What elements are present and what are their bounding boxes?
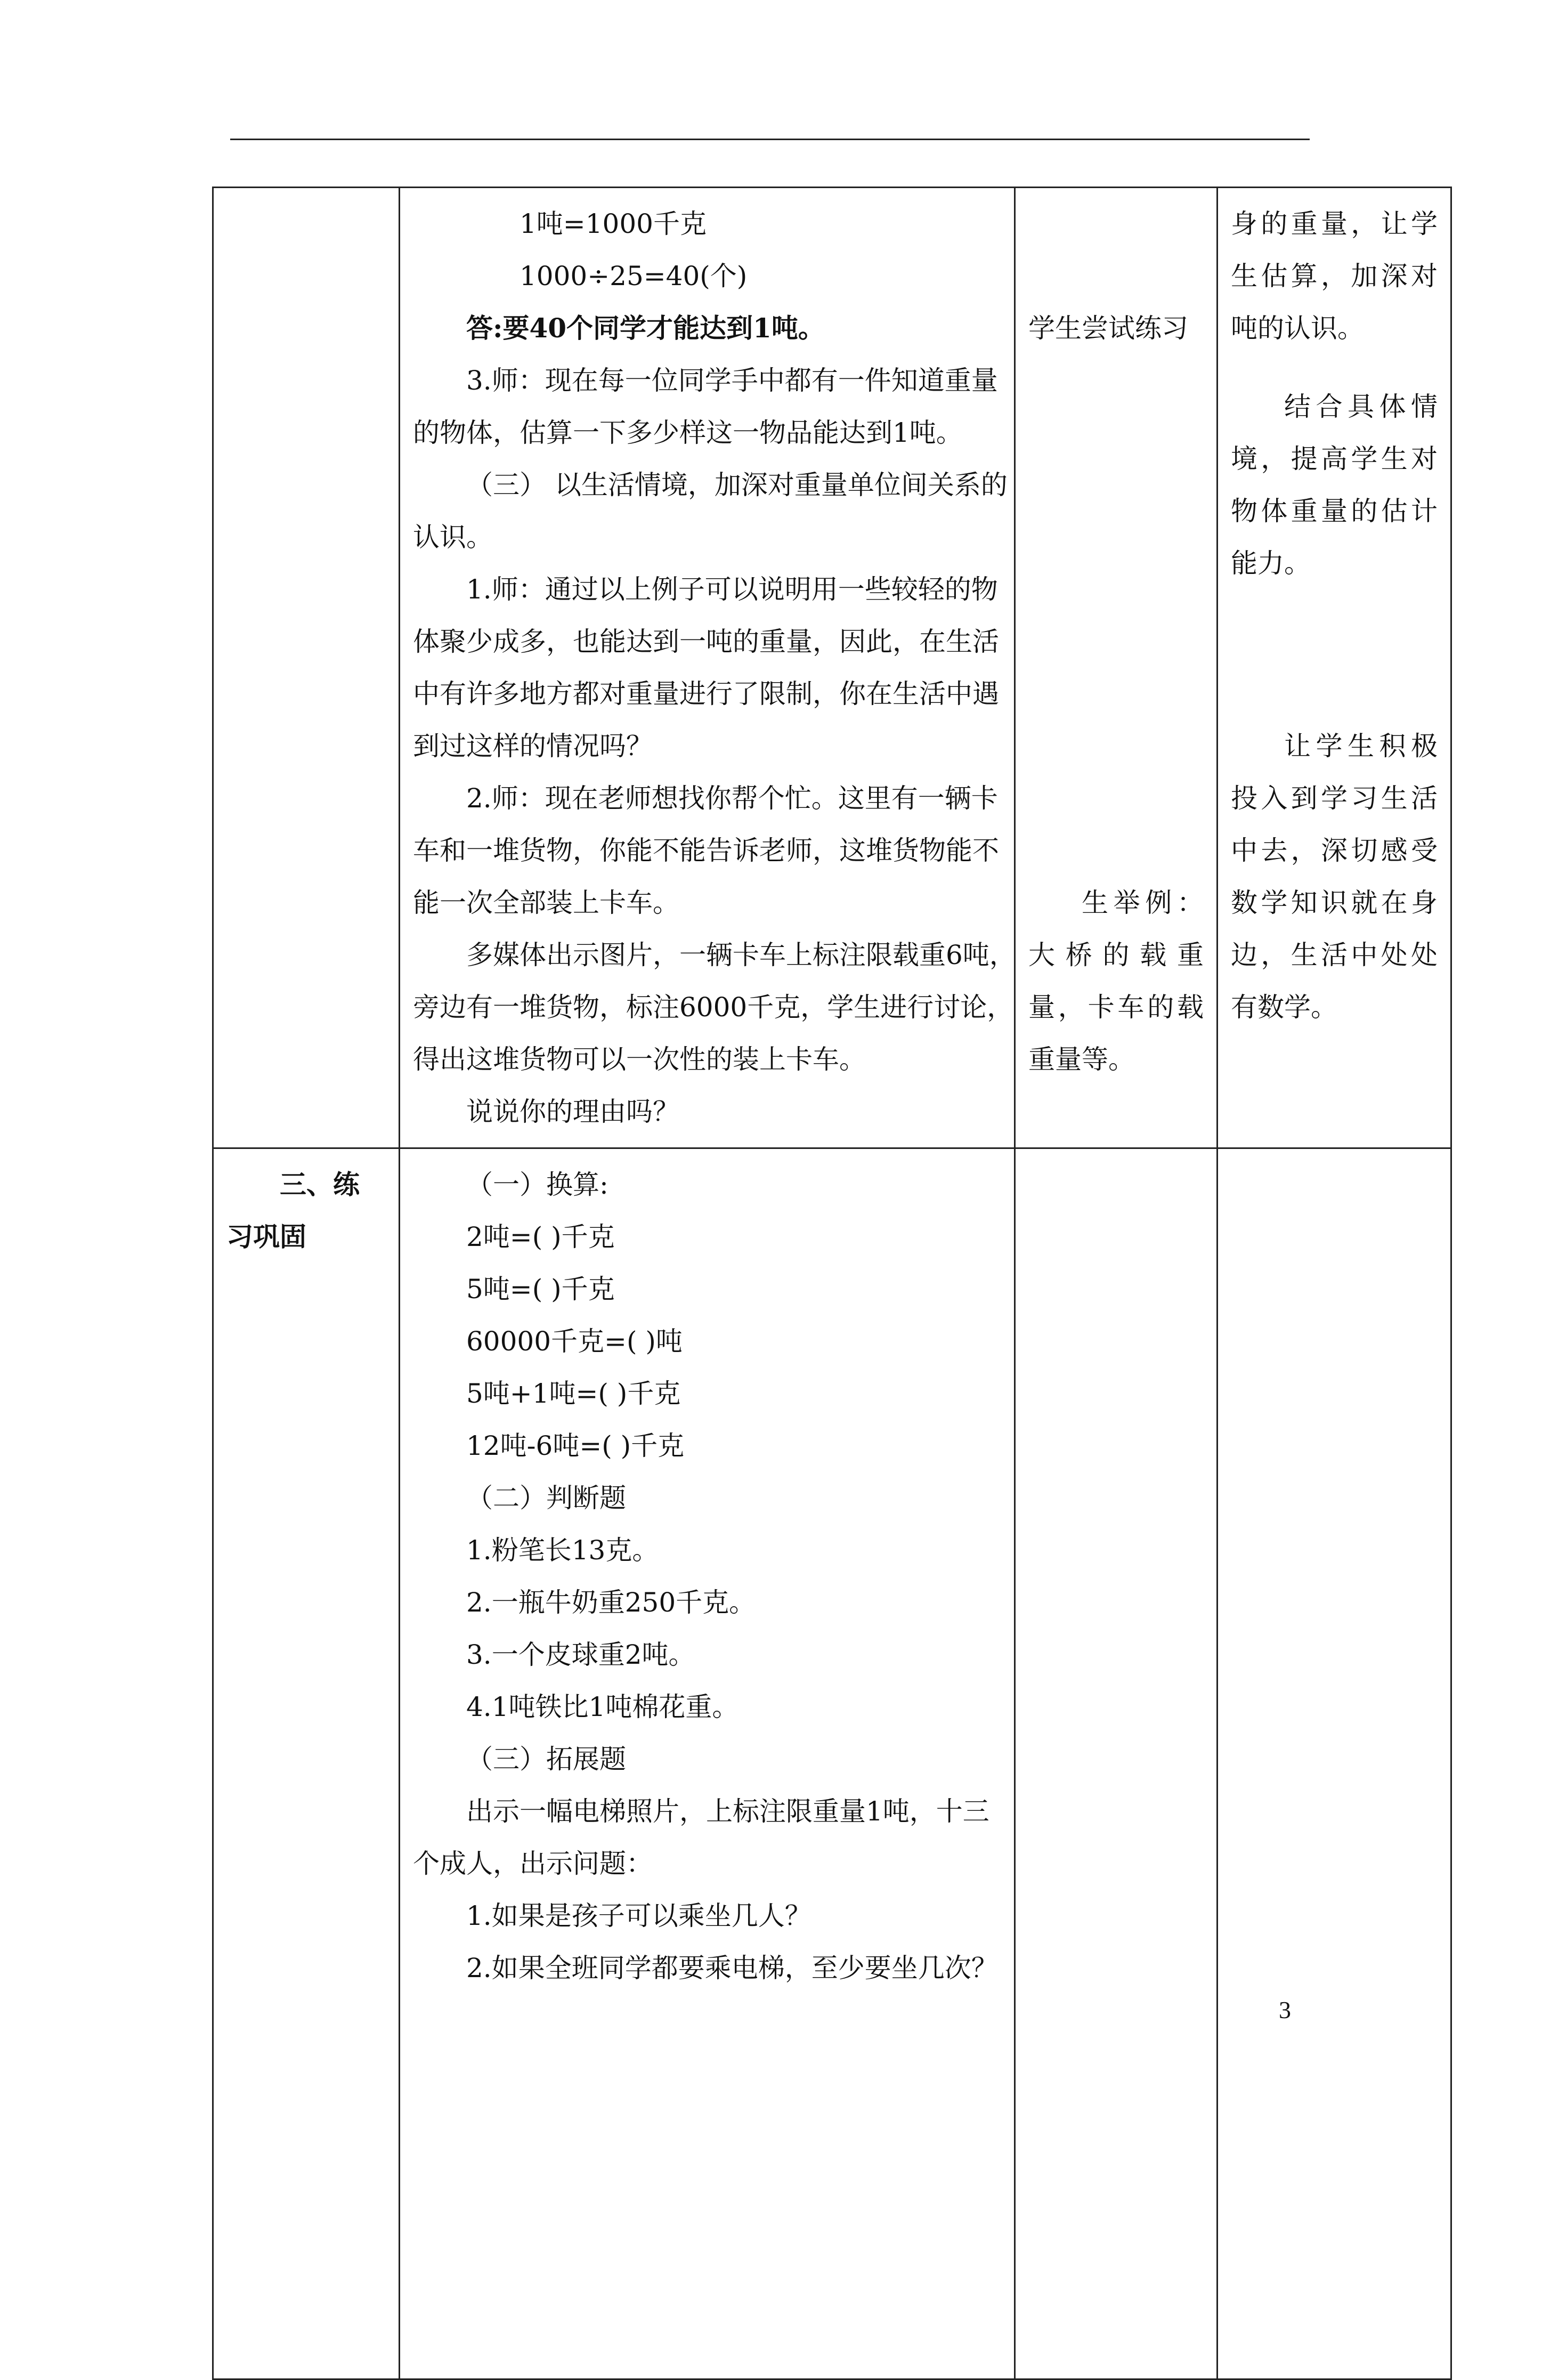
text-line: 2.师：现在老师想找你帮个忙。这里有一辆卡 xyxy=(466,783,998,814)
text-line: 车和一堆货物，你能不能告诉老师，这堆货物能不 xyxy=(413,835,999,866)
text-line: 个成人，出示问题： xyxy=(413,1848,653,1879)
text-line: 1吨=1000千克 xyxy=(520,208,707,239)
text-line: 12吨-6吨=( )千克 xyxy=(466,1430,685,1461)
text-line: 认识。 xyxy=(413,522,493,553)
text-line: 多媒体出示图片，一辆卡车上标注限载重6吨， xyxy=(466,940,1016,970)
main-content-lines xyxy=(413,198,1016,1138)
page-number: 3 xyxy=(1279,1996,1291,2023)
text-line: 出示一幅电梯照片，上标注限重量1吨，十三 xyxy=(466,1796,989,1827)
text-line: （一）换算: xyxy=(466,1169,608,1200)
student-activity-cell xyxy=(1015,1148,1218,2379)
stage-cell xyxy=(213,188,400,1148)
text-line: 1.师：通过以上例子可以说明用一些较轻的物 xyxy=(466,574,998,605)
text-line: 1.粉笔长13克。 xyxy=(466,1535,659,1566)
design-intent-cell xyxy=(1218,1148,1451,2379)
table-row xyxy=(213,1148,1451,2379)
stage-label: 三、练习巩固 xyxy=(226,1169,360,1252)
text-line: 能一次全部装上卡车。 xyxy=(413,887,679,918)
text-line: 体聚少成多，也能达到一吨的重量，因此，在生活 xyxy=(413,626,999,657)
main-content-lines xyxy=(413,1159,1001,1994)
design-intent-text: 结合具体情境，提高学生对物体重量的估计能力。 xyxy=(1231,391,1438,579)
student-activity-cell xyxy=(1015,188,1218,1148)
header-rule xyxy=(230,139,1310,140)
text-line: 中有许多地方都对重量进行了限制，你在生活中遇 xyxy=(413,678,999,709)
design-intent-text: 身的重量，让学生估算，加深对吨的认识。 xyxy=(1231,208,1438,344)
text-line: 5吨+1吨=( )千克 xyxy=(466,1378,681,1409)
text-line: （三） 以生活情境，加深对重量单位间关系的 xyxy=(466,469,1008,500)
design-intent-text: 让学生积极投入到学习生活中去，深切感受数学知识就在身边，生活中处处有数学。 xyxy=(1231,731,1438,1023)
text-line: 5吨=( )千克 xyxy=(466,1274,615,1305)
table-row xyxy=(213,188,1451,1148)
text-line: （三）拓展题 xyxy=(466,1744,626,1775)
text-line: 2.一瓶牛奶重250千克。 xyxy=(466,1587,756,1618)
text-line: 到过这样的情况吗？ xyxy=(413,731,653,762)
text-line: 1000÷25=40(个) xyxy=(520,261,748,292)
main-content-cell xyxy=(400,1148,1015,2379)
text-line: 2.如果全班同学都要乘电梯，至少要坐几次？ xyxy=(466,1953,998,1984)
design-intent-cell xyxy=(1218,188,1451,1148)
text-line: 答:要40个同学才能达到1吨。 xyxy=(466,312,825,344)
student-activity-text: 学生尝试练习 xyxy=(1028,313,1188,344)
lesson-plan-table xyxy=(212,187,1452,2380)
text-line: 3.师：现在每一位同学手中都有一件知道重量 xyxy=(466,365,998,396)
text-line: 得出这堆货物可以一次性的装上卡车。 xyxy=(413,1044,866,1075)
text-line: 的物体，估算一下多少样这一物品能达到1吨。 xyxy=(413,417,963,448)
text-line: 2吨=( )千克 xyxy=(466,1221,615,1252)
text-line: 说说你的理由吗？ xyxy=(466,1096,679,1127)
text-line: 1.如果是孩子可以乘坐几人？ xyxy=(466,1900,811,1931)
stage-cell xyxy=(213,1148,400,2379)
main-content-cell xyxy=(400,188,1015,1148)
student-activity-text: 生举例：大桥的载重量，卡车的载重量等。 xyxy=(1028,887,1204,1075)
text-line: 3.一个皮球重2吨。 xyxy=(466,1639,695,1670)
text-line: 旁边有一堆货物，标注6000千克，学生进行讨论， xyxy=(413,992,1014,1023)
text-line: （二）判断题 xyxy=(466,1483,626,1513)
text-line: 60000千克=( )吨 xyxy=(466,1326,683,1357)
text-line: 4.1吨铁比1吨棉花重。 xyxy=(466,1691,739,1722)
